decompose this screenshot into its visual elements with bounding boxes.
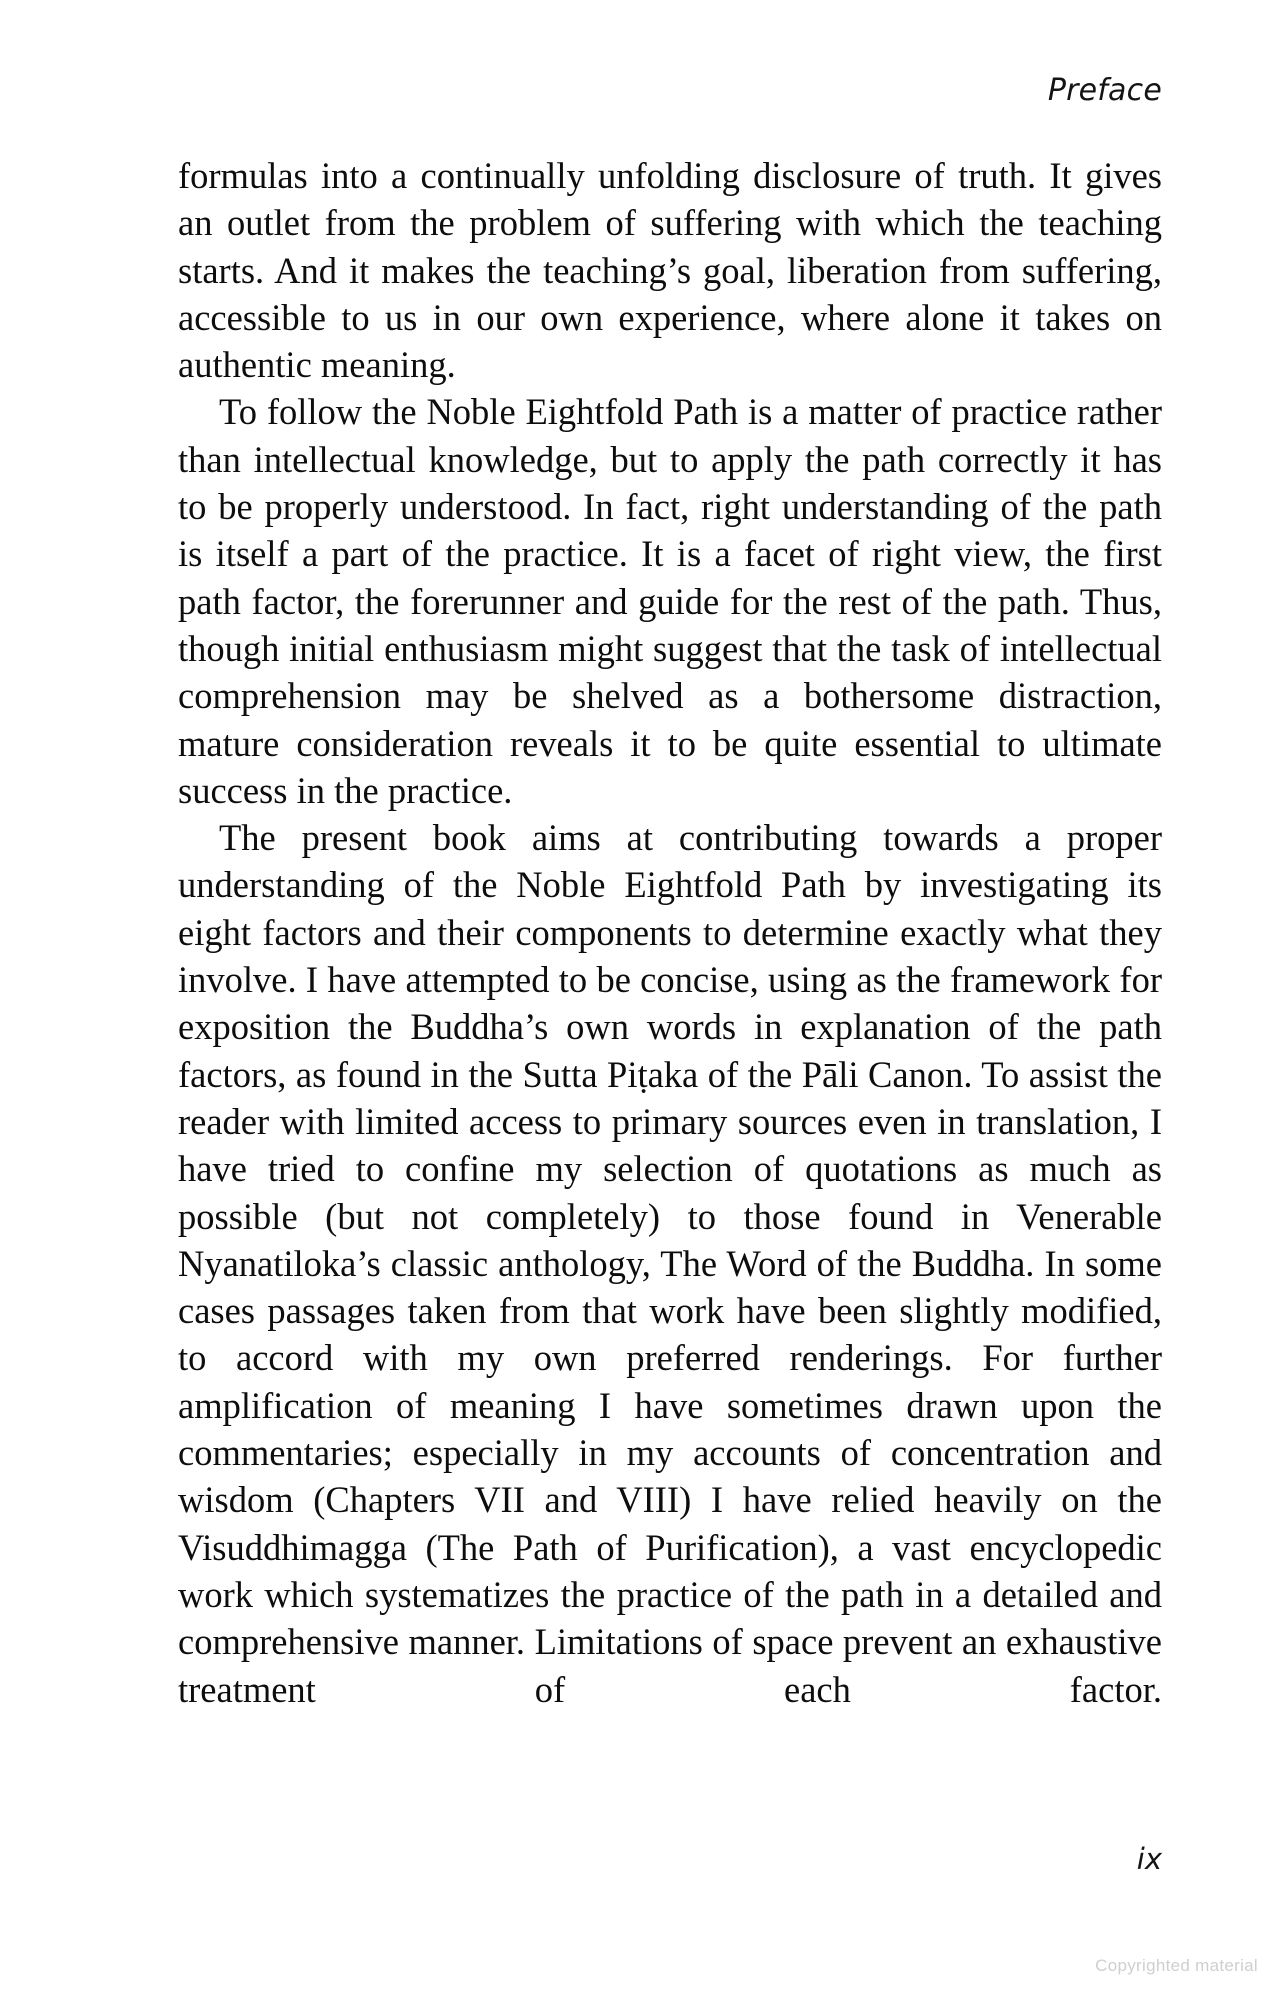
body-text-block (178, 152, 1162, 1713)
paragraph-3: The present book aims at contributing towards a proper understanding of the Noble Eightfold Path by investigating its eight factors and their components to determine exactly what they involve. I have attempted to be concise, using as the framework for exposition the Buddha’s own words in explanation of the path factors, as found in the Sutta Piṭaka of the Pāli Canon. To assist the reader with limited access to primary sources even in translation, I have tried to confine my selection of quotations as much as possible (but not completely) to those found in Venerable Nyanatiloka’s classic anthology, The Word of the Buddha. In some cases passages taken from that work have been slightly modified, to accord with my own preferred renderings. For further amplification of meaning I have sometimes drawn upon the commentaries; especially in my accounts of concentration and wisdom (Chapters VII and VIII) I have relied heavily on the Visuddhimagga (The Path of Purification), a vast encyclopedic work which systematizes the practice of the path in a detailed and comprehensive manner. Limitations of space prevent an exhaustive treatment of each factor. (178, 817, 1162, 1710)
paragraph-1: formulas into a continually unfolding disclosure of truth. It gives an outlet from the problem of suffering with which the teaching starts. And it makes the teaching’s goal, liberation from suffering, accessible to us in our own experience, where alone it takes on authentic meaning. (178, 155, 1162, 386)
paragraph-2: To follow the Noble Eightfold Path is a matter of practice rather than intellectual knowledge, but to apply the path correctly it has to be properly understood. In fact, right understanding of the path is itself a part of the practice. It is a facet of right view, the first path factor, the forerunner and guide for the rest of the path. Thus, though initial enthusiasm might suggest that the task of intellectual comprehension may be shelved as a bothersome distraction, mature consideration reveals it to be quite essential to ultimate success in the practice. (178, 391, 1162, 811)
copyright-watermark: Copyrighted material (1095, 1956, 1258, 1975)
page-number: ix (1136, 1842, 1162, 1876)
running-head: Preface (1047, 73, 1162, 108)
